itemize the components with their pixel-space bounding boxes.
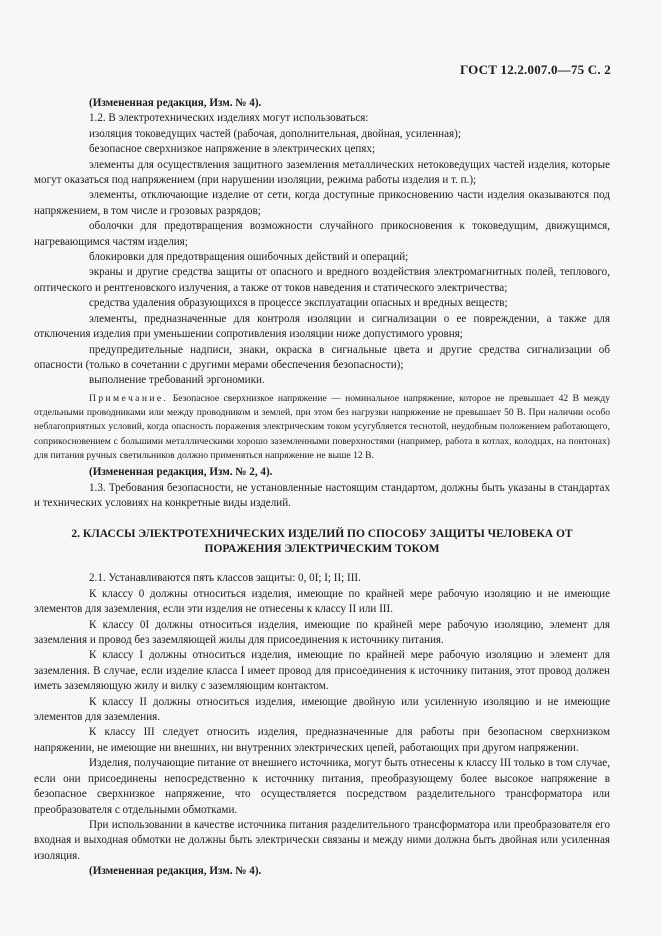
clause-2-1: 2.1. Устанавливаются пять классов защиты: 0, 0I; I; II; III.: [89, 572, 361, 585]
class-i-paragraph: К классу I должны относиться изделия, имеющие по крайней мере рабочую изоляцию и элемент для заземления. В случае, если изделие класса I имеет провод для присоединения к источнику питания, этот провод должен иметь заземляющую жилу и вилку с заземляющим контактом.: [34, 649, 610, 693]
list-item: оболочки для предотвращения возможности случайного прикосновения к токоведущим, движущимся, нагревающимся частям изделия;: [34, 220, 610, 248]
list-item: выполнение требований эргономики.: [89, 374, 265, 387]
list-item: элементы, отключающие изделие от сети, когда доступные прикосновению части изделия оказываются под напряжением, в том числе и грозовых разрядов;: [34, 189, 610, 217]
list-item: безопасное сверхнизкое напряжение в электрических цепях;: [89, 143, 376, 156]
list-item: блокировки для предотвращения ошибочных действий и операций;: [89, 251, 409, 264]
note-label: Примечание.: [89, 392, 169, 404]
list-item: элементы для осуществления защитного заземления металлических нетоковедущих частей изделия, которые могут оказаться под напряжением (при нарушении изоляции, режима работы изделия и т. п.);: [34, 158, 610, 187]
amendment-note: (Измененная редакция, Изм. № 4).: [89, 97, 262, 109]
amendment-note: (Измененная редакция, Изм. № 4).: [89, 865, 262, 878]
class-ii-paragraph: К классу II должны относиться изделия, имеющие двойную или усиленную изоляцию и не имеющие элементов для заземления.: [34, 695, 610, 724]
amendment-note: (Измененная редакция, Изм. № 2, 4).: [89, 466, 273, 479]
document-body: [34, 96, 610, 880]
page-header: ГОСТ 12.2.007.0—75 С. 2: [459, 62, 611, 77]
list-item: экраны и другие средства защиты от опасного и вредного воздействия электромагнитных полей, теплового, оптического и рентгеновского излучения, а также от токов наведения и статического электричества;: [34, 266, 610, 294]
section-heading: 2. КЛАССЫ ЭЛЕКТРОТЕХНИЧЕСКИХ ИЗДЕЛИЙ ПО СПОСОБУ ЗАЩИТЫ ЧЕЛОВЕКА ОТ ПОРАЖЕНИЯ ЭЛЕКТРИЧЕСКИМ ТОКОМ: [71, 528, 573, 556]
external-source-paragraph: Изделия, получающие питание от внешнего источника, могут быть отнесены к классу III только в том случае, если они присоединены непосредственно к источнику питания, преобразующему более высокое напряжение в безопасное сверхнизкое напряжение, что осуществляется посредством разделительного трансформатора или преобразователя с отдельными обмотками.: [34, 757, 610, 816]
note-text: Безопасное сверхнизкое напряжение — номинальное напряжение, которое не превышает 42 В между отдельными проводниками или между проводником и землей, при этом без нагрузки напряжение не превышает 50 В. При наличии особо неблагоприятных условий, когда опасность поражения электрическим током усугубляется теснотой, неудобным положением работающего, соприкосновением с большими металлическими хорошо заземленными поверхностями (например, работа в котлах, колодцах, на понтонах) для питания ручных светильников должно применяться напряжение не выше 12 В.: [34, 392, 610, 461]
class-iii-paragraph: К классу III следует относить изделия, предназначенные для работы при безопасном сверхнизком напряжении, не имеющие ни внешних, ни внутренних электрических цепей, работающих при другом напряжении.: [34, 726, 610, 754]
list-item: изоляция токоведущих частей (рабочая, дополнительная, двойная, усиленная);: [89, 127, 461, 140]
class-0-paragraph: К классу 0 должны относиться изделия, имеющие по крайней мере рабочую изоляцию и не имеющие элементов для заземления, если эти изделия не отнесены к классу II или III.: [34, 587, 610, 616]
note-paragraph: [34, 392, 610, 463]
transformer-paragraph: При использовании в качестве источника питания разделительного трансформатора или преобразователя его входная и выходная обмотки не должны быть электрически связаны и между ними должна быть двойная или усиленная изоляция.: [34, 818, 610, 862]
list-item: средства удаления образующихся в процессе эксплуатации опасных и вредных веществ;: [89, 297, 508, 310]
clause-1-2: 1.2. В электротехнических изделиях могут использоваться:: [89, 112, 369, 125]
class-0i-paragraph: К классу 0I должны относиться изделия, имеющие по крайней мере рабочую изоляцию, элемент для заземления и провод без заземляющей жилы для присоединения к источнику питания.: [34, 618, 610, 647]
list-item: предупредительные надписи, знаки, окраска в сигнальные цвета и другие средства сигнализации об опасности (только в сочетании с другими мерами обеспечения безопасности);: [34, 343, 610, 371]
clause-1-3: 1.3. Требования безопасности, не установленные настоящим стандартом, должны быть указаны в стандартах и технических условиях на конкретные виды изделий.: [34, 481, 610, 510]
list-item: элементы, предназначенные для контроля изоляции и сигнализации о ее повреждении, а также для отключения изделия при уменьшении сопротивления изоляции ниже допустимого уровня;: [34, 312, 610, 341]
